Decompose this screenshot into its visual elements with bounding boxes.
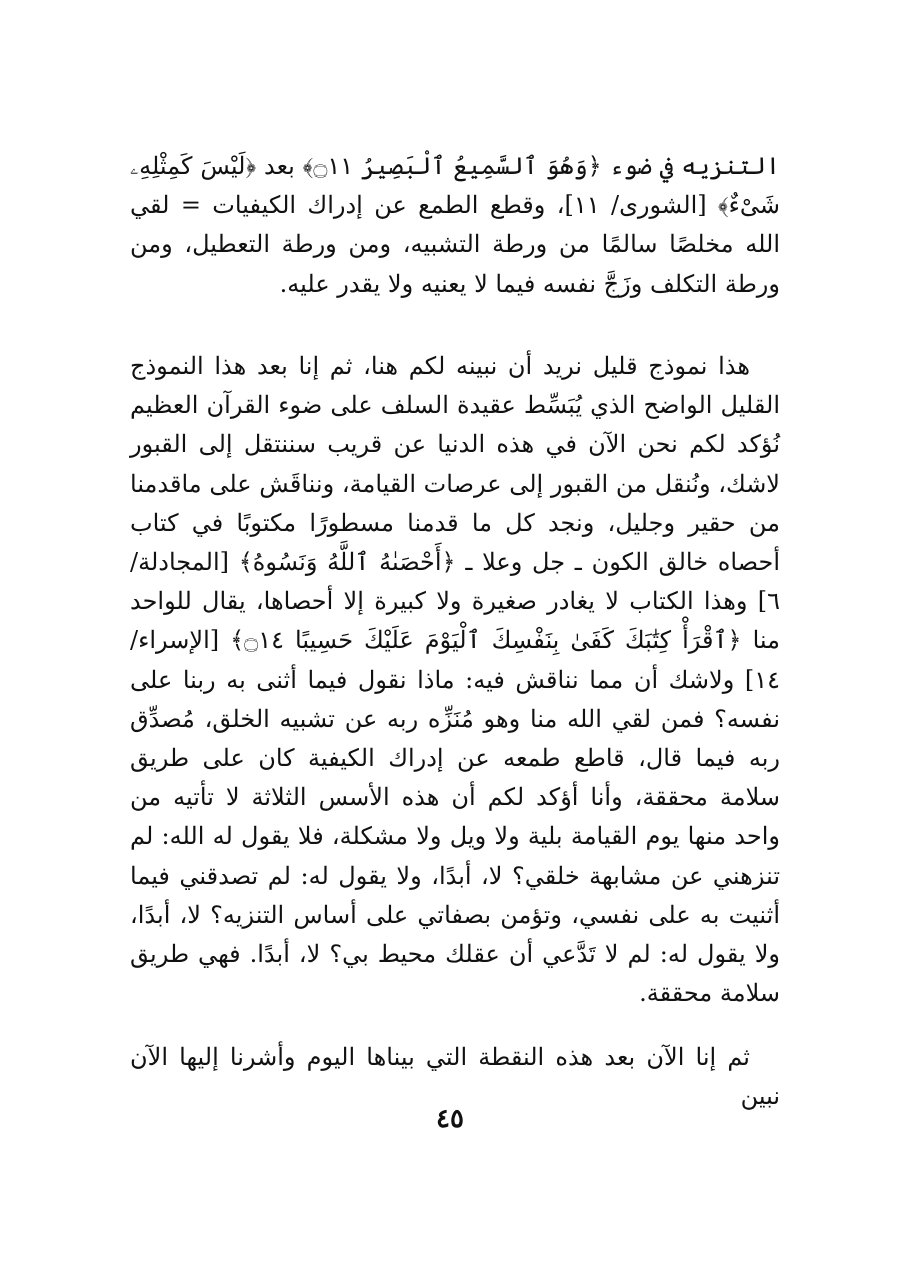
paragraph-main <box>130 347 780 1013</box>
page-number: ٤٥ <box>436 1104 464 1134</box>
paragraph-text: ثم إنا الآن بعد هذه النقطة التي بيناها اليوم وأشرنا إليها الآن نبين <box>130 1043 780 1111</box>
paragraph-text: هذا نموذج قليل نريد أن نبينه لكم هنا، ثم إنا بعد هذا النموذج القليل الواضح الذي يُبَسِّط عقيدة السلف على ضوء القرآن العظيم نُؤكد لكم نحن الآن في هذه الدنيا عن قريب سننتقل إلى القبور لاشك، ونُنقل من القبور إلى عرصات القيامة، ونناقَش على ماقدمنا من حقير وجليل، ونجد كل ما قدمنا مسطورًا مكتوبًا في كتاب أحصاه خالق الكون ـ جل وعلا ـ ﴿أَحْصَىٰهُ ٱللَّهُ وَنَسُوهُ﴾ [المجادلة/ ٦] وهذا الكتاب لا يغادر صغيرة ولا كبيرة إلا أحصاها، يقال للواحد منا ﴿ٱقْرَأْ كِتَٰبَكَ كَفَىٰ بِنَفْسِكَ ٱلْيَوْمَ عَلَيْكَ حَسِيبًا ۝١٤﴾ [الإسراء/ ١٤] ولاشك أن مما نناقش فيه: ماذا نقول فيما أثنى به ربنا على نفسه؟ فمن لقي الله منا وهو مُنَزِّه ربه عن تشبيه الخلق، مُصدِّق ربه فيما قال، قاطع طمعه عن إدراك الكيفية كان على طريق سلامة محققة، وأنا أؤكد لكم أن هذه الأسس الثلاثة لا تأتيه من واحد منها يوم القيامة بلية ولا ويل ولا مشكلة، فلا يقول له الله: لم تنزهني عن مشابهة خلقي؟ لا، أبدًا، ولا يقول له: لم تصدقني فيما أثنيت به على نفسي، وتؤمن بصفاتي على أساس التنزيه؟ لا، أبدًا، ولا يقول له: لم لا تَدَّعي أن عقلك محيط بي؟ لا، أبدًا. فهي طريق سلامة محققة. <box>130 352 780 1008</box>
paragraph-continuation <box>130 147 780 304</box>
paragraph-text: التنزيه في ضوء ﴿وَهُوَ ٱلسَّمِيعُ ٱلْبَصِيرُ ۝١١﴾ بعد ﴿لَيْسَ كَمِثْلِهِۦ شَىْءٌ﴾ [الشورى/ ١١]، وقطع الطمع عن إدراك الكيفيات = لقي الله مخلصًا سالمًا من ورطة التشبيه، ومن ورطة التعطيل، ومن ورطة التكلف وزَجَّ نفسه فيما لا يعنيه ولا يقدر عليه. <box>130 152 781 298</box>
